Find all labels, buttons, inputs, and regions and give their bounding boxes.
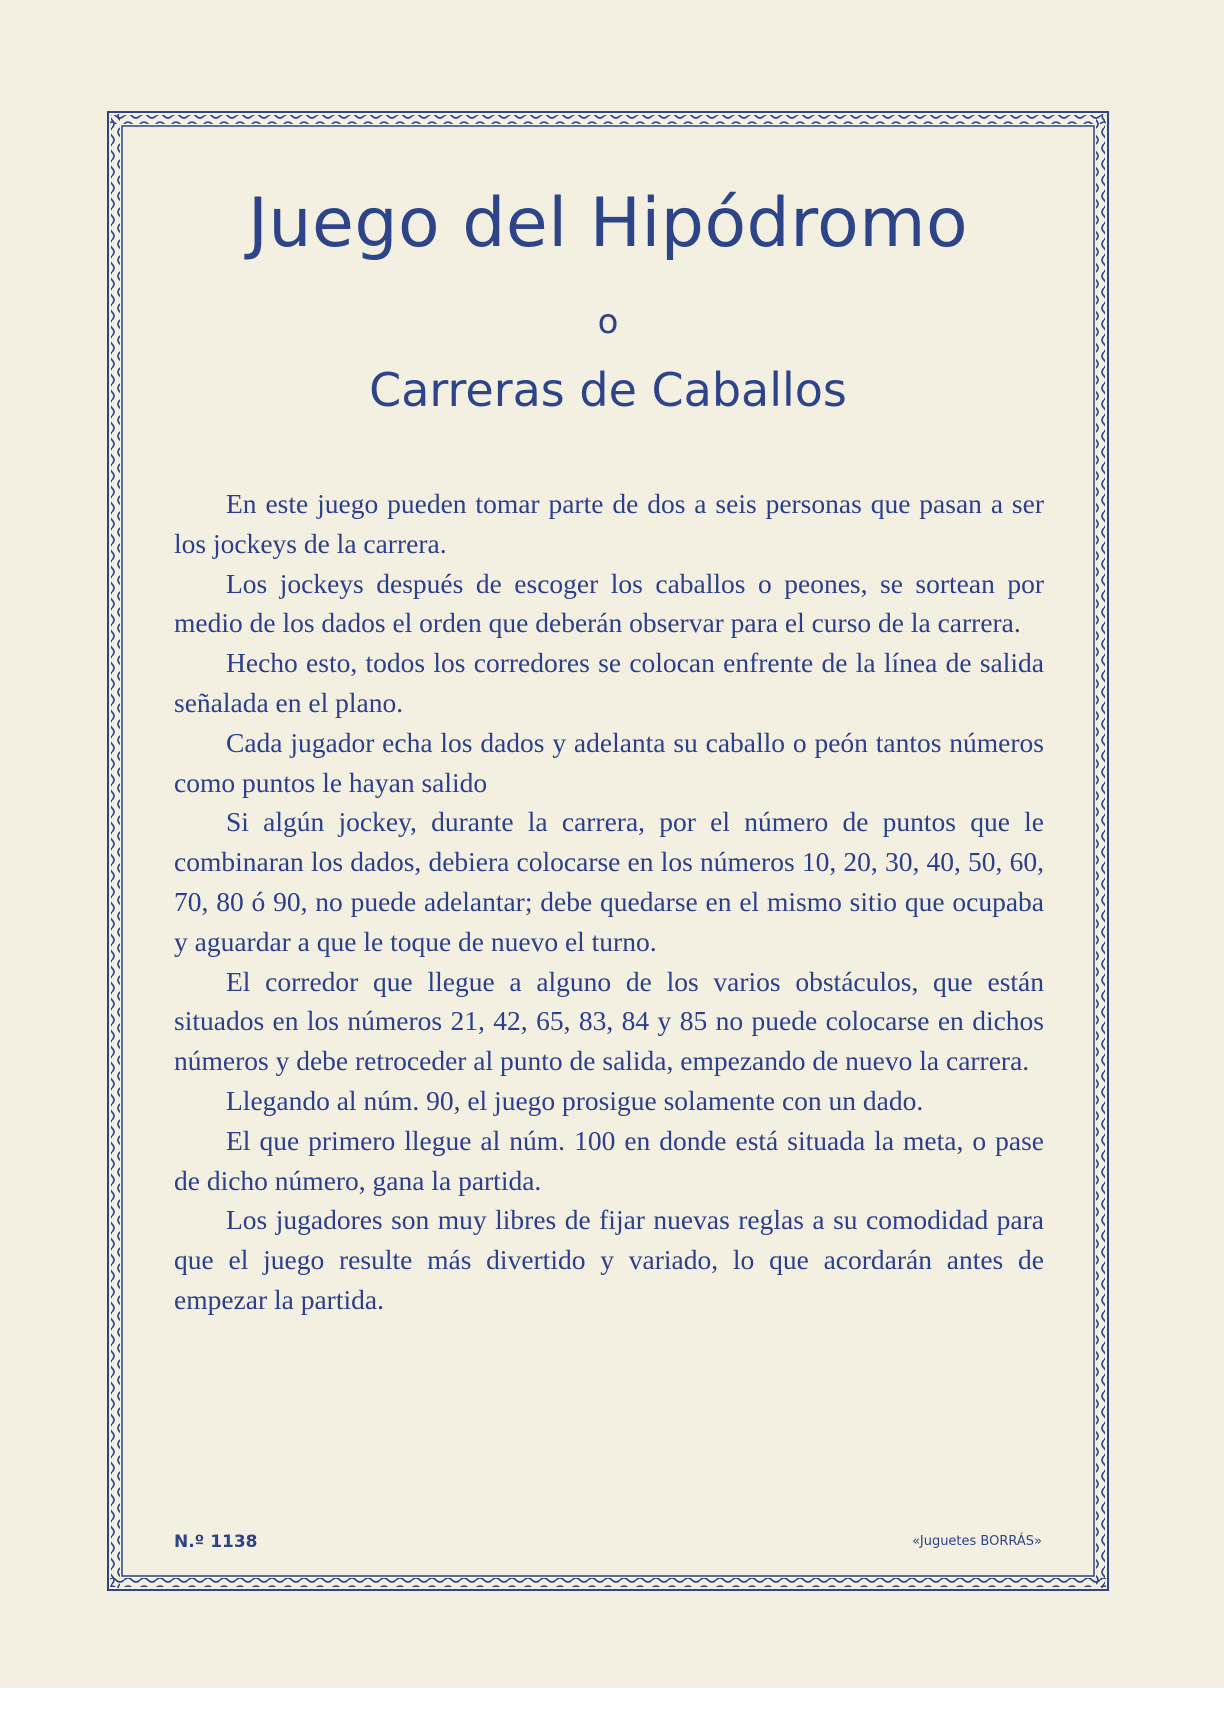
rule-paragraph: Si algún jockey, durante la carrera, por el número de puntos que le combinaran los dados, debiera colocarse en los números 10, 20, 30, 40, 50, 60, 70, 80 ó 90, no puede adelantar; debe quedarse en el mismo sitio que ocupaba y aguardar a que le toque de nuevo el turno. [174, 806, 1044, 957]
title-conjunction: o [597, 302, 619, 342]
paper-edge [0, 1688, 1224, 1712]
rule-paragraph: El corredor que llegue a alguno de los varios obstáculos, que están situados en los números 21, 42, 65, 83, 84 y 85 no puede colocarse en dichos números y debe retroceder al punto de salida, empezando de nuevo la carrera. [174, 965, 1044, 1077]
rule-paragraph: En este juego pueden tomar parte de dos a seis personas que pasan a ser los jockeys de la carrera. [174, 488, 1044, 559]
publisher-name: «Juguetes BORRÁS» [912, 1534, 1042, 1549]
rule-paragraph: Los jockeys después de escoger los caballos o peones, se sortean por medio de los dados el orden que deberán observar para el curso de la carrera. [174, 567, 1044, 639]
document-subtitle: Carreras de Caballos [369, 363, 847, 417]
rule-paragraph: Cada jugador echa los dados y adelanta su caballo o peón tantos números como puntos le hayan salido [174, 726, 1044, 798]
rule-paragraph: Llegando al núm. 90, el juego prosigue solamente con un dado. [226, 1084, 924, 1116]
rule-paragraph: Los jugadores son muy libres de fijar nuevas reglas a su comodidad para que el juego resulte más divertido y variado, lo que acordarán antes de empezar la partida. [174, 1204, 1044, 1315]
rule-paragraph: Hecho esto, todos los corredores se colocan enfrente de la línea de salida señalada en el plano. [174, 647, 1044, 718]
catalog-number: N.º 1138 [174, 1532, 258, 1552]
ornamental-frame [108, 112, 1108, 1590]
rule-paragraph: El que primero llegue al núm. 100 en donde está situada la meta, o pase de dicho número, gana la partida. [174, 1124, 1044, 1196]
rules-text [174, 484, 1044, 1320]
document-title: Juego del Hipódromo [247, 184, 969, 263]
